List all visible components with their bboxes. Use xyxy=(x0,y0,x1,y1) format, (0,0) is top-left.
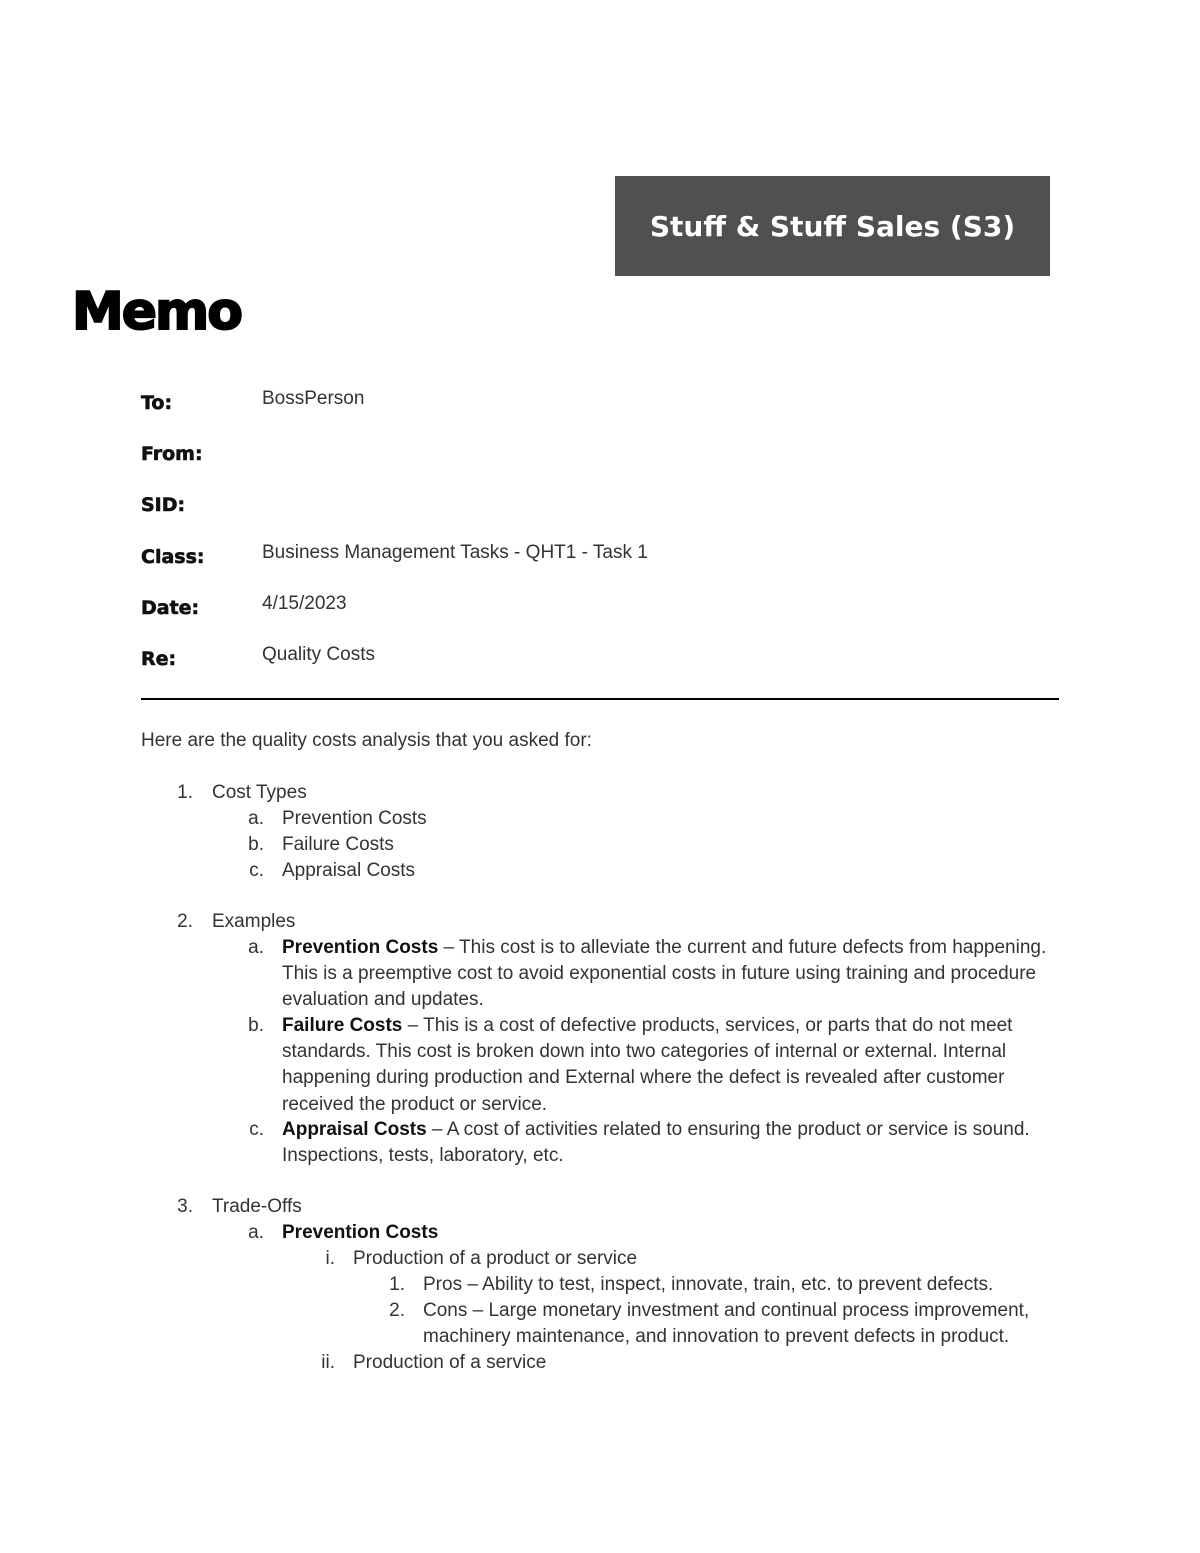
list-marker: 1. xyxy=(177,782,193,803)
example-text: – This is a cost of defective products, services, or parts that do not meet standards. This cost is broken down into two categories of internal or external. Internal happening during production and External where the defect is revealed after customer received the product or service. xyxy=(282,1015,1013,1115)
list-marker: ii. xyxy=(321,1352,335,1373)
list-item: Prevention Costs xyxy=(282,808,427,829)
to-label: To: xyxy=(141,392,173,414)
header-row-re xyxy=(141,644,1041,674)
to-value: BossPerson xyxy=(262,388,365,409)
example-text: – This cost is to alleviate the current and future defects from happening. This is a preemptive cost to avoid exponential costs in future using training and procedure evaluation and updates. xyxy=(282,937,1047,1011)
sid-label: SID: xyxy=(141,494,186,516)
list-item: Production of a service xyxy=(353,1352,547,1373)
intro-text: Here are the quality costs analysis that you asked for: xyxy=(141,730,592,751)
class-value: Business Management Tasks - QHT1 - Task 1 xyxy=(262,542,648,563)
header-row-class xyxy=(141,542,1041,572)
section-title: Trade-Offs xyxy=(212,1196,302,1217)
list-item: Production of a product or service xyxy=(353,1248,638,1269)
list-item: Appraisal Costs xyxy=(282,860,416,881)
list-marker: a. xyxy=(248,937,264,958)
list-marker: c. xyxy=(249,860,264,881)
term-failure-costs: Failure Costs xyxy=(282,1015,403,1036)
header-row-to xyxy=(141,388,1041,418)
list-marker: 2. xyxy=(177,911,193,932)
list-marker: b. xyxy=(248,1015,264,1036)
example-text: – A cost of activities related to ensuring the product or service is sound. Inspections, tests, laboratory, etc. xyxy=(282,1119,1030,1167)
list-marker: 3. xyxy=(177,1196,193,1217)
header-divider xyxy=(141,698,1059,700)
list-marker: 2. xyxy=(389,1300,405,1321)
example-prevention xyxy=(282,935,1052,1014)
re-label: Re: xyxy=(141,648,177,670)
list-item: Failure Costs xyxy=(282,834,394,855)
cons-point: Cons – Large monetary investment and continual process improvement, machinery maintenance, and innovation to prevent defects in product. xyxy=(423,1300,1030,1348)
term-prevention-costs: Prevention Costs xyxy=(282,937,439,958)
class-label: Class: xyxy=(141,546,205,568)
company-name: Stuff & Stuff Sales (S3) xyxy=(649,209,1016,243)
term-prevention-costs: Prevention Costs xyxy=(282,1222,439,1243)
example-failure xyxy=(282,1013,1052,1118)
term-appraisal-costs: Appraisal Costs xyxy=(282,1119,427,1140)
list-marker: c. xyxy=(249,1119,264,1140)
header-row-sid xyxy=(141,490,1041,520)
from-label: From: xyxy=(141,443,203,465)
list-marker: i. xyxy=(325,1248,335,1269)
example-appraisal xyxy=(282,1117,1072,1169)
list-marker: 1. xyxy=(389,1274,405,1295)
section-title: Cost Types xyxy=(212,782,307,803)
header-row-date xyxy=(141,593,1041,623)
list-marker: a. xyxy=(248,808,264,829)
memo-title: Memo xyxy=(72,282,241,342)
list-marker: a. xyxy=(248,1222,264,1243)
date-label: Date: xyxy=(141,597,200,619)
list-marker: b. xyxy=(248,834,264,855)
header-row-from xyxy=(141,439,1041,469)
re-value: Quality Costs xyxy=(262,644,375,665)
section-title: Examples xyxy=(212,911,296,932)
date-value: 4/15/2023 xyxy=(262,593,347,614)
pros-point: Pros – Ability to test, inspect, innovate, train, etc. to prevent defects. xyxy=(423,1274,994,1295)
company-banner xyxy=(615,176,1050,276)
